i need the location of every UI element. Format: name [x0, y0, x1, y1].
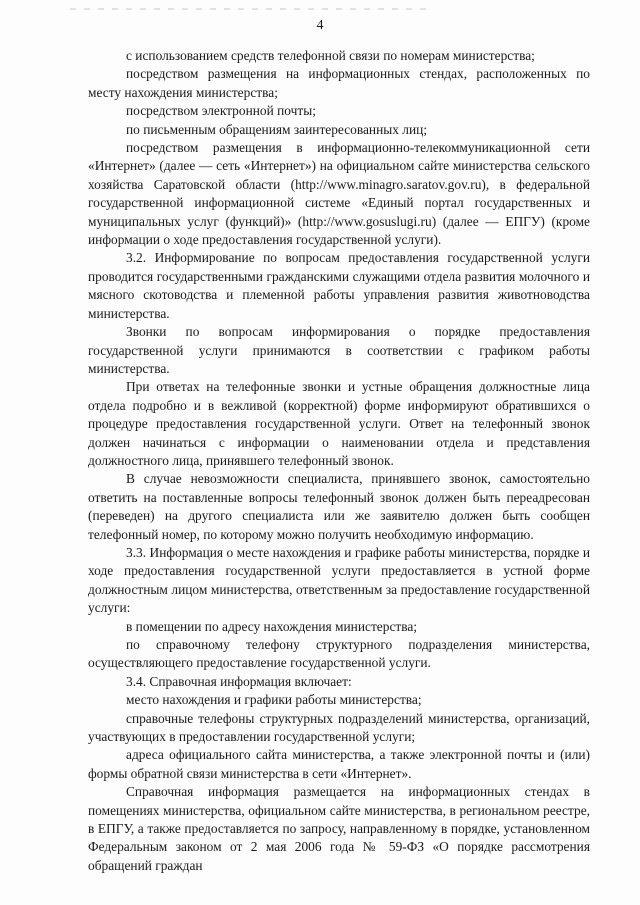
- paragraph: с использованием средств телефонной связи по номерам министерства;: [126, 48, 535, 63]
- paragraph: 3.4. Справочная информация включает:: [126, 673, 352, 689]
- paragraph: адреса официального сайта министерства, а также электронной почты и (или) формы обратной связи министерства в сети «Интернет».: [88, 747, 590, 781]
- paragraph: Звонки по вопросам информирования о порядке предоставления государственной услуги принимаются в соответствии с графиком работы министерства.: [88, 324, 590, 376]
- scan-artifact: [70, 8, 430, 10]
- document-body: [88, 47, 590, 875]
- paragraph: 3.3. Информация о месте нахождения и графике работы министерства, порядке и ходе предоставления государственной услуги предоставляется в устной форме должностным лицом министерства, ответственным за предоставление государственной услуги:: [88, 544, 590, 616]
- paragraph: 3.2. Информирование по вопросам предоставления государственной услуги проводится государственными гражданскими служащими отдела развития молочного и мясного скотоводства и племенной работы управления развития животноводства министерства.: [88, 250, 590, 321]
- paragraph: в помещении по адресу нахождения министерства;: [126, 618, 418, 634]
- paragraph: посредством размещения на информационных стендах, расположенных по месту нахождения министерства;: [88, 66, 590, 100]
- paragraph: место нахождения и графики работы министерства;: [126, 692, 422, 708]
- paragraph: справочные телефоны структурных подразделений министерства, организаций, участвующих в предоставлении государственной услуги;: [88, 710, 590, 745]
- paragraph: В случае невозможности специалиста, принявшего звонок, самостоятельно ответить на поставленные вопросы телефонный звонок должен быть переадресован (переведен) на другого специалиста или же заявителю должен быть сообщен телефонный номер, по которому можно получить необходимую информацию.: [88, 471, 590, 542]
- page-number: 4: [316, 18, 324, 33]
- paragraph: При ответах на телефонные звонки и устные обращения должностные лица отдела подробно и в вежливой (корректной) форме информируют обратившихся о процедуре предоставления государственной услуги. Ответ на телефонный звонок должен начинаться с информации о наименовании отдела и представления должностного лица, принявшего телефонный звонок.: [88, 379, 590, 468]
- paragraph: посредством электронной почты;: [126, 103, 316, 119]
- paragraph: по письменным обращениям заинтересованных лиц;: [126, 121, 428, 137]
- paragraph: посредством размещения в информационно-телекоммуникационной сети «Интернет» (далее — сеть «Интернет») на официальном сайте министерства сельского хозяйства Саратовской области (http://www.minagro.saratov.gov.ru), в федеральной государственной информационной системе «Единый портал государственных и муниципальных услуг (функций)» (http://www.gosuslugi.ru) (далее — ЕПГУ) (кроме информации о ходе предоставления государственной услуги).: [88, 140, 590, 248]
- paragraph: по справочному телефону структурного подразделения министерства, осуществляющего предоставление государственной услуги.: [88, 637, 590, 671]
- paragraph: Справочная информация размещается на информационных стендах в помещениях министерства, официальном сайте министерства, в региональном реестре, в ЕПГУ, а также предоставляется по запросу, направленному в порядке, установленном Федеральным законом от 2 мая 2006 года № 59-ФЗ «О порядке рассмотрения обращений граждан: [88, 784, 590, 873]
